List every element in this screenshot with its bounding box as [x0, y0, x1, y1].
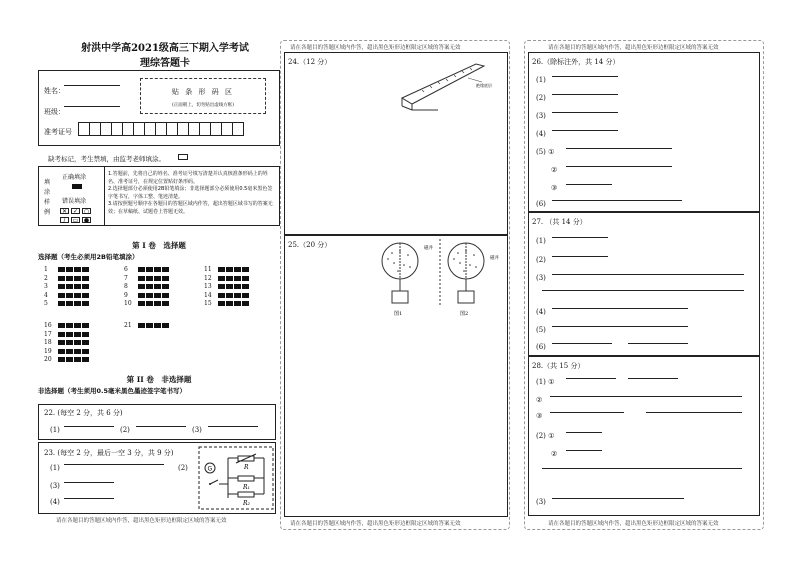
q25-header: 25.（20 分） [288, 241, 332, 249]
mc-option-bubble[interactable] [162, 267, 169, 272]
mc-option-bubble[interactable] [154, 267, 161, 272]
mc-option-bubble[interactable] [58, 357, 65, 362]
q27-item-3-line-2[interactable] [542, 290, 744, 291]
mc-question-row [204, 266, 250, 273]
q26-item-1-line[interactable] [552, 76, 618, 77]
q27-item-5-line[interactable] [552, 326, 688, 327]
q23-blank-4[interactable] [64, 498, 114, 499]
exam-subtitle: 理综答题卡 [140, 58, 190, 69]
mc-question-number: 7 [124, 274, 128, 282]
q22-blank-3[interactable] [208, 426, 258, 427]
q27-item-3-label: (3) [536, 274, 546, 282]
q27-item-1-line[interactable] [552, 237, 608, 238]
resistor-r1-label: R₁ [243, 484, 250, 491]
q28-item-2-label: ② [536, 396, 543, 404]
mc-option-bubble[interactable] [82, 323, 89, 328]
mc-option-bubble[interactable] [74, 349, 81, 354]
mc-option-bubble[interactable] [234, 284, 241, 289]
q24-incline-figure [398, 56, 502, 112]
q26-item-5-label: (5) ① [536, 148, 555, 156]
mc-option-bubble[interactable] [218, 267, 225, 272]
mc-question-number: 3 [44, 283, 48, 291]
galvanometer-label: G [207, 465, 213, 473]
q26-item-7-line[interactable] [566, 184, 612, 185]
mc-question-number: 17 [44, 330, 52, 338]
mc-question-number: 18 [44, 339, 52, 347]
q28-item-4-line[interactable] [566, 432, 602, 433]
mc-option-bubble[interactable] [146, 293, 153, 298]
q22-blank-3-label: (3) [192, 426, 202, 434]
resistor-r2-label: R₂ [243, 500, 250, 507]
q22-blank-1[interactable] [64, 426, 114, 427]
part1-subtitle: 选择题（考生必须用2B铅笔填涂） [38, 253, 139, 261]
q27-item-2-line[interactable] [552, 256, 608, 257]
col2-top-warning: 请在各题目的答题区域内作答，超出黑色矩形边框限定区域的答案无效 [290, 45, 461, 51]
instruction-1: 1.答题前，先将自己的姓名、准考证号填写清楚并认真核准条形码上的姓名、准考证号，在规定位置贴好条形码。 [108, 171, 268, 185]
mc-option-bubble[interactable] [234, 267, 241, 272]
mc-option-bubble[interactable] [66, 276, 73, 281]
mc-option-bubble[interactable] [74, 323, 81, 328]
q28-item-3-line-b[interactable] [646, 412, 742, 413]
mc-option-bubble[interactable] [242, 301, 249, 306]
mc-question-number: 12 [204, 274, 212, 282]
mc-question-number: 1 [44, 266, 48, 273]
q25-figure [374, 237, 506, 319]
mc-question-number: 10 [124, 300, 132, 308]
mc-option-bubble[interactable] [74, 293, 81, 298]
mc-option-bubble[interactable] [138, 301, 145, 306]
mc-question-number: 19 [44, 347, 52, 355]
mc-option-bubble[interactable] [82, 293, 89, 298]
col2-bottom-warning: 请在各题目的答题区域内作答，超出黑色矩形边框限定区域的答案无效 [290, 521, 461, 527]
mc-question-row [44, 266, 90, 273]
mc-option-bubble[interactable] [226, 284, 233, 289]
mc-option-bubble[interactable] [58, 349, 65, 354]
q26-item-8-label: (6) [536, 200, 546, 208]
barcode-title: 贴 条 形 码 区 [172, 88, 234, 96]
wrong-fill-label: 错误填涂 [62, 198, 87, 205]
q27-item-6-label: (6) [536, 343, 546, 351]
mc-question-number: 14 [204, 291, 212, 299]
q27-item-4-label: (4) [536, 308, 546, 316]
mc-option-bubble[interactable] [154, 276, 161, 281]
q26-item-7-label: ③ [551, 184, 558, 192]
q22-header: 22. (每空 2 分，共 6 分) [44, 409, 123, 417]
q28-item-3-line-a[interactable] [550, 412, 624, 413]
q27-item-3-line[interactable] [552, 274, 744, 275]
mc-option-bubble[interactable] [74, 340, 81, 345]
mc-option-bubble[interactable] [138, 276, 145, 281]
q26-item-2-line[interactable] [552, 94, 618, 95]
q22-blank-2-label: (2) [120, 426, 130, 434]
mc-question-row [44, 292, 90, 299]
mc-question-row [124, 275, 170, 282]
mc-option-bubble[interactable] [138, 293, 145, 298]
mc-option-bubble[interactable] [58, 340, 65, 345]
mc-question-row [204, 300, 250, 307]
mc-question-number: 2 [44, 274, 48, 282]
absent-mark-box[interactable] [178, 154, 188, 160]
q25-top-label: 磁井 [424, 246, 433, 251]
mc-option-bubble[interactable] [82, 276, 89, 281]
col3-top-warning: 请在各题目的答题区域内作答，超出黑色矩形边框限定区域的答案无效 [548, 45, 719, 51]
sample-divider [104, 166, 105, 226]
q22-blank-2[interactable] [136, 426, 186, 427]
instructions [108, 171, 276, 217]
absent-label: 缺考标记，考生禁填，由监考老师填涂。 [48, 155, 165, 163]
mc-option-bubble[interactable] [58, 332, 65, 337]
q26-item-3-line[interactable] [552, 112, 618, 113]
q26-item-3-label: (3) [536, 112, 546, 120]
col1-bottom-warning: 请在各题目的答题区域内作答，超出黑色矩形边框限定区域的答案无效 [56, 518, 227, 524]
mc-option-bubble[interactable] [146, 276, 153, 281]
q27-header: 27. （共 14 分） [532, 218, 587, 226]
mc-option-bubble[interactable] [82, 340, 89, 345]
mc-question-row [124, 292, 170, 299]
mc-option-bubble[interactable] [234, 276, 241, 281]
part1-title: 第 I 卷 选择题 [132, 241, 186, 250]
name-label: 姓名： [44, 87, 65, 95]
mc-option-bubble[interactable] [66, 267, 73, 272]
exam-no-cells[interactable] [78, 122, 243, 138]
q26-item-4-label: (4) [536, 130, 546, 138]
q28-item-2-line[interactable] [550, 396, 742, 397]
mc-question-row [124, 300, 170, 307]
mc-option-bubble[interactable] [146, 284, 153, 289]
q28-item-6-label: (3) [536, 498, 546, 506]
mc-option-bubble[interactable] [82, 332, 89, 337]
mc-question-row [44, 283, 90, 290]
mc-option-bubble[interactable] [218, 284, 225, 289]
q26-item-1-label: (1) [536, 76, 546, 84]
mc-option-bubble[interactable] [226, 293, 233, 298]
q26-item-8-line[interactable] [552, 200, 682, 201]
mc-question-number: 6 [124, 266, 128, 273]
name-field[interactable] [64, 85, 120, 86]
mc-option-bubble[interactable] [226, 276, 233, 281]
mc-option-bubble[interactable] [74, 332, 81, 337]
mc-option-bubble[interactable] [58, 301, 65, 306]
instruction-2: 2.选择题部分必须使用2B铅笔填涂；非选择题部分必须使用0.5毫米黑色签字笔书写，字体工整、笔迹清楚。 [108, 186, 273, 200]
mc-option-bubble[interactable] [154, 284, 161, 289]
mc-option-bubble[interactable] [74, 284, 81, 289]
q28-item-1-line-b[interactable] [628, 378, 678, 379]
q23-blank-3-label: (3) [50, 482, 60, 490]
mc-option-bubble[interactable] [58, 276, 65, 281]
mc-question-number: 21 [124, 322, 132, 329]
mc-option-bubble[interactable] [66, 332, 73, 337]
mc-question-row [124, 266, 170, 273]
mc-option-bubble[interactable] [66, 293, 73, 298]
q25-side-label: 磁井 [490, 256, 499, 261]
q24-header: 24.（12 分） [288, 58, 332, 66]
class-field[interactable] [64, 106, 120, 107]
q28-item-1-label: (1) ① [536, 378, 555, 386]
q23-blank-1-label: (1) [50, 464, 60, 472]
q24-fig-label: 绝缘底层 [476, 83, 492, 88]
q28-item-5-label: ② [551, 450, 558, 458]
q28-item-5-line-2[interactable] [542, 468, 742, 469]
mc-option-bubble[interactable] [138, 267, 145, 272]
mc-question-number: 16 [44, 322, 52, 329]
mc-option-bubble[interactable] [66, 340, 73, 345]
mc-option-bubble[interactable] [82, 357, 89, 362]
mc-question-number: 20 [44, 356, 52, 364]
resistor-r-label: R [244, 464, 249, 471]
q23-blank-3[interactable] [64, 482, 114, 483]
col3-bottom-warning: 请在各题目的答题区域内作答，超出黑色矩形边框限定区域的答案无效 [548, 521, 719, 527]
q27-item-6-line-b[interactable] [628, 343, 688, 344]
mc-option-bubble[interactable] [66, 284, 73, 289]
mc-option-bubble[interactable] [242, 284, 249, 289]
mc-option-bubble[interactable] [146, 323, 153, 328]
mc-question-row [124, 322, 170, 329]
mc-option-bubble[interactable] [74, 276, 81, 281]
mc-option-bubble[interactable] [66, 301, 73, 306]
q23-circuit-figure [198, 446, 274, 510]
q26-item-2-label: (2) [536, 94, 546, 102]
correct-fill-sample [72, 184, 82, 189]
q28-header: 28.（共 15 分） [532, 362, 585, 370]
q26-item-6-label: ② [551, 166, 558, 174]
q23-header: 23. (每空 2 分，最后一空 3 分，共 9 分) [44, 449, 174, 457]
mc-option-bubble[interactable] [162, 284, 169, 289]
q26-item-4-line[interactable] [552, 130, 618, 131]
sample-side-label: 填 涂 样 例 [44, 179, 51, 216]
correct-fill-label: 正确填涂 [62, 174, 87, 181]
fig1-label: 图1 [394, 311, 403, 317]
mc-option-bubble[interactable] [218, 301, 225, 306]
mc-option-bubble[interactable] [218, 293, 225, 298]
mc-question-row [124, 283, 170, 290]
mc-option-bubble[interactable] [146, 267, 153, 272]
mc-option-bubble[interactable] [74, 267, 81, 272]
mc-option-bubble[interactable] [162, 293, 169, 298]
mc-option-bubble[interactable] [242, 267, 249, 272]
q23-blank-4-label: (4) [50, 498, 60, 506]
mc-question-number: 13 [204, 283, 212, 291]
mc-question-row [204, 292, 250, 299]
barcode-note: (正面朝上，切勿贴出虚线方框) [171, 103, 234, 108]
mc-question-row [44, 339, 90, 346]
mc-question-number: 9 [124, 291, 128, 299]
mc-option-bubble[interactable] [226, 267, 233, 272]
class-label: 班级： [44, 108, 65, 116]
q26-item-5-line[interactable] [566, 148, 672, 149]
mc-option-bubble[interactable] [162, 323, 169, 328]
part2-subtitle: 非选择题（考生须用0.5毫米黑色墨迹签字笔书写） [38, 387, 187, 395]
mc-question-number: 11 [204, 266, 212, 273]
mc-option-bubble[interactable] [82, 301, 89, 306]
mc-option-bubble[interactable] [66, 349, 73, 354]
mc-option-bubble[interactable] [146, 301, 153, 306]
q27-item-4-line[interactable] [552, 308, 688, 309]
mc-option-bubble[interactable] [74, 301, 81, 306]
mc-question-number: 4 [44, 291, 48, 299]
mc-option-bubble[interactable] [74, 357, 81, 362]
mc-option-bubble[interactable] [58, 284, 65, 289]
q28-item-4-label: (2) ① [536, 432, 555, 440]
barcode-area [140, 78, 266, 114]
mc-question-number: 8 [124, 283, 128, 291]
mc-option-bubble[interactable] [154, 293, 161, 298]
q23-blank-1[interactable] [64, 464, 164, 465]
mc-option-bubble[interactable] [218, 276, 225, 281]
mc-question-row [44, 348, 90, 355]
mc-option-bubble[interactable] [234, 301, 241, 306]
mc-option-bubble[interactable] [162, 276, 169, 281]
q28-item-3-label: ③ [536, 412, 543, 420]
q27-item-5-label: (5) [536, 326, 546, 334]
mc-option-bubble[interactable] [58, 323, 65, 328]
mc-option-bubble[interactable] [66, 357, 73, 362]
instruction-3: 3.请按照题号顺序在各题目的答题区域内作答，超出答题区域书写的答案无效；在草稿纸、试题卷上答题无效。 [108, 201, 273, 215]
mc-question-row [44, 322, 90, 329]
q28-item-1-line-a[interactable] [566, 378, 616, 379]
q22-blank-1-label: (1) [50, 426, 60, 434]
mc-question-number: 5 [44, 300, 48, 308]
mc-option-bubble[interactable] [58, 267, 65, 272]
mc-option-bubble[interactable] [66, 323, 73, 328]
mc-option-bubble[interactable] [234, 293, 241, 298]
mc-option-bubble[interactable] [154, 301, 161, 306]
mc-question-row [204, 275, 250, 282]
mc-question-number: 15 [204, 300, 212, 308]
q28-item-5-line[interactable] [566, 450, 602, 451]
q27-item-6-line-a[interactable] [552, 343, 612, 344]
q28-item-6-line[interactable] [552, 498, 684, 499]
fig2-label: 图2 [460, 311, 469, 317]
mc-option-bubble[interactable] [82, 284, 89, 289]
mc-option-bubble[interactable] [242, 293, 249, 298]
mc-option-bubble[interactable] [154, 323, 161, 328]
wrong-fill-samples: ✕ ✓ ○ / ▭ ● [61, 208, 90, 224]
mc-option-bubble[interactable] [82, 349, 89, 354]
mc-option-bubble[interactable] [226, 301, 233, 306]
q26-header: 26.（除标注外，共 14 分） [532, 58, 620, 66]
q27-item-2-label: (2) [536, 256, 546, 264]
q26-item-6-line[interactable] [566, 166, 672, 167]
q27-item-1-label: (1) [536, 237, 546, 245]
mc-question-row [44, 356, 90, 363]
mc-option-bubble[interactable] [242, 276, 249, 281]
q23-blank-2-label: (2) [178, 464, 188, 472]
mc-option-bubble[interactable] [82, 267, 89, 272]
q28-box [528, 356, 760, 516]
q27-box [528, 212, 760, 356]
part2-title: 第 II 卷 非选择题 [126, 375, 192, 384]
mc-question-row [44, 331, 90, 338]
mc-option-bubble[interactable] [162, 301, 169, 306]
mc-question-row [44, 300, 90, 307]
exam-no-label: 准考证号 [44, 128, 72, 136]
mc-question-row [204, 283, 250, 290]
mc-option-bubble[interactable] [58, 293, 65, 298]
exam-title: 射洪中学高2021级高三下期入学考试 [81, 43, 249, 54]
mc-option-bubble[interactable] [138, 323, 145, 328]
mc-option-bubble[interactable] [138, 284, 145, 289]
mc-question-row [44, 275, 90, 282]
